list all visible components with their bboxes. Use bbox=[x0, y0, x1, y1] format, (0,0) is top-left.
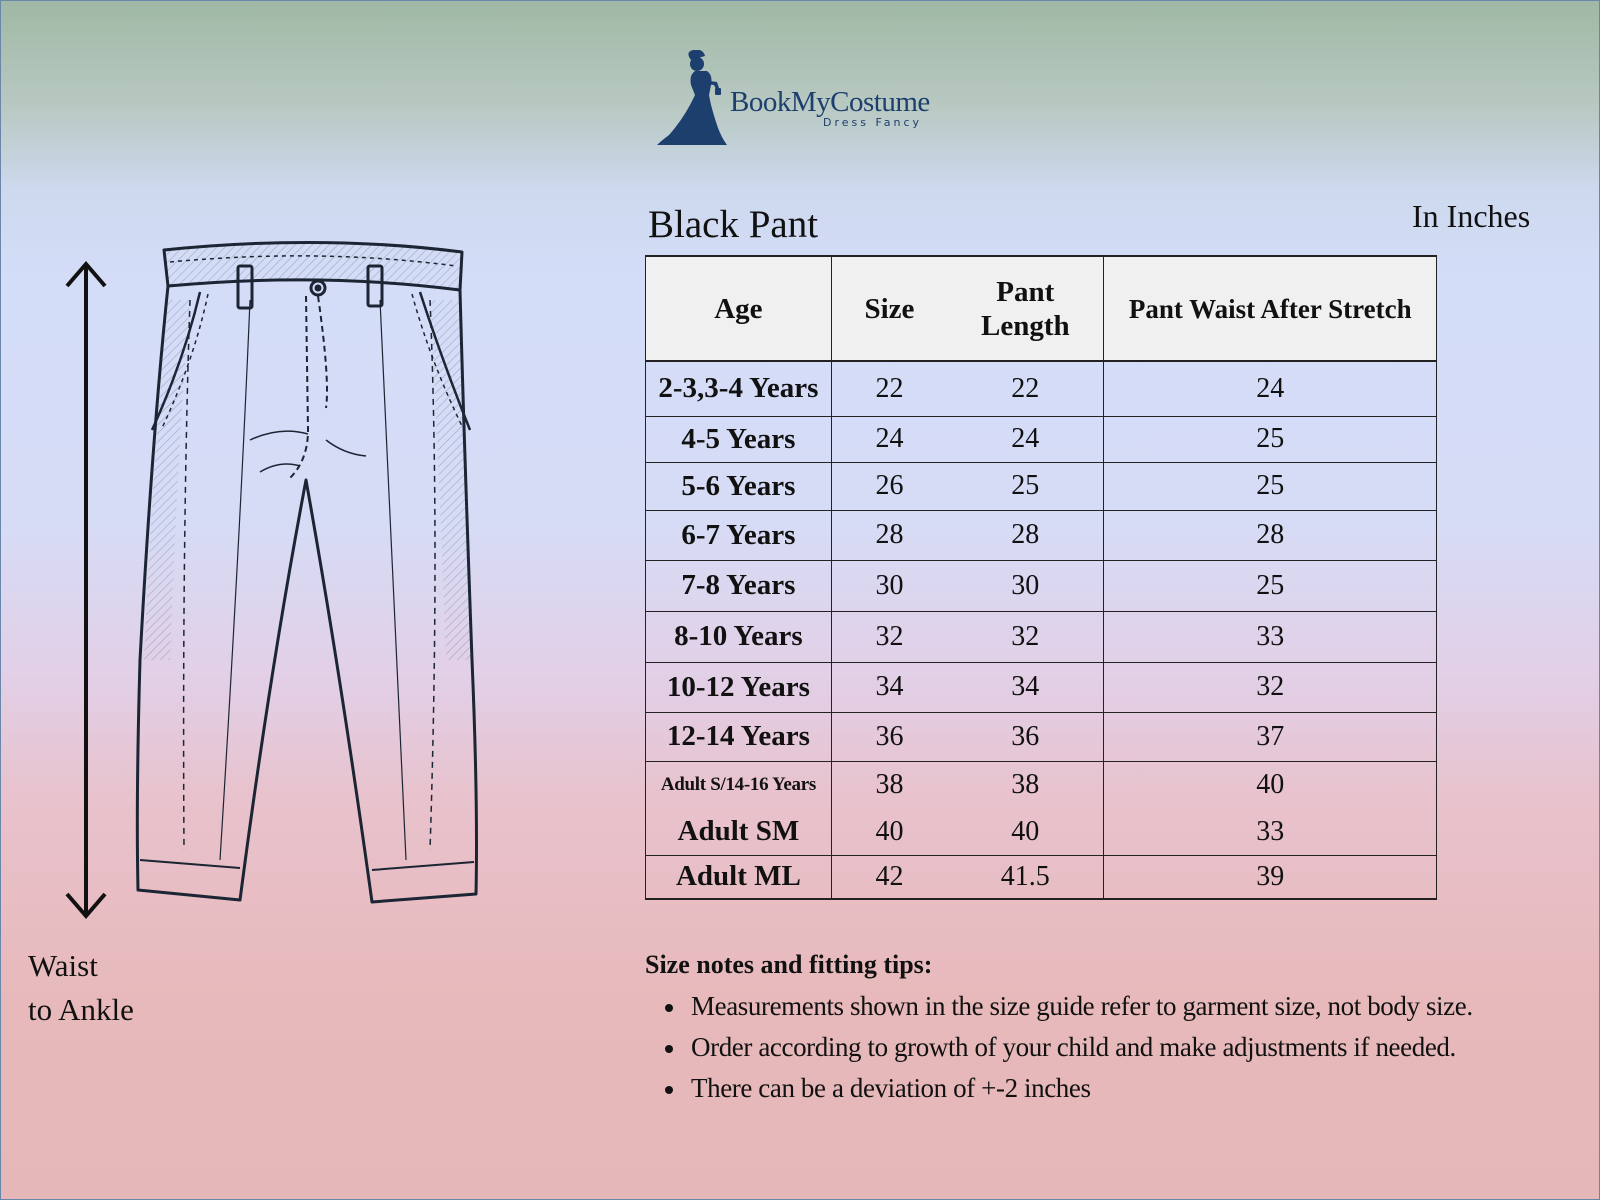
cell-age: 6-7 Years bbox=[646, 510, 832, 560]
size-chart-table bbox=[645, 255, 1437, 900]
cell-size: 24 bbox=[831, 416, 947, 462]
cell-size: 22 bbox=[831, 361, 947, 416]
table-row bbox=[646, 560, 1437, 611]
bullet-icon bbox=[665, 1004, 673, 1012]
table-row bbox=[646, 809, 1437, 855]
cell-age: 8-10 Years bbox=[646, 611, 832, 662]
cell-size: 32 bbox=[831, 611, 947, 662]
table-row bbox=[646, 761, 1437, 809]
cell-waist: 25 bbox=[1104, 560, 1437, 611]
header-age: Age bbox=[646, 256, 832, 361]
page-title: Black Pant bbox=[648, 203, 819, 246]
notes-list bbox=[665, 990, 1473, 1113]
note-text: There can be a deviation of +-2 inches bbox=[691, 1073, 1091, 1103]
measure-label-waist: Waist bbox=[28, 948, 98, 983]
cell-waist: 28 bbox=[1104, 510, 1437, 560]
note-text: Order according to growth of your child and make adjustments if needed. bbox=[691, 1032, 1456, 1062]
header-pant-length bbox=[947, 256, 1104, 361]
note-item bbox=[665, 1072, 1473, 1113]
header-length-line2: Length bbox=[980, 309, 1070, 342]
cell-size: 36 bbox=[831, 712, 947, 761]
table-row bbox=[646, 662, 1437, 712]
cell-waist: 25 bbox=[1104, 462, 1437, 510]
brand-logo bbox=[655, 50, 945, 150]
cell-age: Adult SM bbox=[646, 809, 832, 855]
table-row bbox=[646, 416, 1437, 462]
table-header-row bbox=[646, 256, 1437, 361]
cell-waist: 39 bbox=[1104, 855, 1437, 899]
cell-pant-length: 28 bbox=[947, 510, 1104, 560]
cell-age: 10-12 Years bbox=[646, 662, 832, 712]
cell-size: 26 bbox=[831, 462, 947, 510]
cell-age: Adult S/14-16 Years bbox=[646, 761, 832, 809]
note-item bbox=[665, 1031, 1473, 1072]
measure-label-ankle: to Ankle bbox=[28, 992, 134, 1027]
brand-name: BookMyCostume bbox=[730, 86, 930, 118]
cell-age: Adult ML bbox=[646, 855, 832, 899]
cell-pant-length: 22 bbox=[947, 361, 1104, 416]
cell-waist: 25 bbox=[1104, 416, 1437, 462]
cell-waist: 37 bbox=[1104, 712, 1437, 761]
table-row bbox=[646, 611, 1437, 662]
pants-drawing-icon bbox=[130, 240, 490, 940]
cell-size: 40 bbox=[831, 809, 947, 855]
cell-size: 30 bbox=[831, 560, 947, 611]
table-row bbox=[646, 712, 1437, 761]
measurement-arrow-icon bbox=[62, 258, 112, 923]
cell-age: 2-3,3-4 Years bbox=[646, 361, 832, 416]
header-length-line1: Pant bbox=[996, 275, 1055, 308]
cell-pant-length: 34 bbox=[947, 662, 1104, 712]
table-row bbox=[646, 361, 1437, 416]
cell-age: 5-6 Years bbox=[646, 462, 832, 510]
table-body bbox=[646, 361, 1437, 899]
cell-pant-length: 38 bbox=[947, 761, 1104, 809]
table-row bbox=[646, 855, 1437, 899]
table-row bbox=[646, 462, 1437, 510]
units-label: In Inches bbox=[1412, 198, 1531, 234]
bullet-icon bbox=[665, 1045, 673, 1053]
header-size: Size bbox=[831, 256, 947, 361]
brand-tagline: Dress Fancy bbox=[823, 116, 923, 129]
cell-age: 4-5 Years bbox=[646, 416, 832, 462]
cell-size: 42 bbox=[831, 855, 947, 899]
cell-waist: 33 bbox=[1104, 611, 1437, 662]
cell-waist: 40 bbox=[1104, 761, 1437, 809]
cell-waist: 24 bbox=[1104, 361, 1437, 416]
header-waist: Pant Waist After Stretch bbox=[1104, 256, 1437, 361]
cell-pant-length: 36 bbox=[947, 712, 1104, 761]
cell-pant-length: 25 bbox=[947, 462, 1104, 510]
cell-size: 28 bbox=[831, 510, 947, 560]
table-row bbox=[646, 510, 1437, 560]
note-text: Measurements shown in the size guide refer to garment size, not body size. bbox=[691, 991, 1473, 1021]
cell-pant-length: 32 bbox=[947, 611, 1104, 662]
cell-size: 38 bbox=[831, 761, 947, 809]
cell-age: 12-14 Years bbox=[646, 712, 832, 761]
cell-pant-length: 30 bbox=[947, 560, 1104, 611]
bullet-icon bbox=[665, 1086, 673, 1094]
note-item bbox=[665, 990, 1473, 1031]
cell-waist: 33 bbox=[1104, 809, 1437, 855]
cell-size: 34 bbox=[831, 662, 947, 712]
notes-title: Size notes and fitting tips: bbox=[645, 950, 933, 979]
cell-pant-length: 41.5 bbox=[947, 855, 1104, 899]
cell-pant-length: 40 bbox=[947, 809, 1104, 855]
cell-pant-length: 24 bbox=[947, 416, 1104, 462]
pants-illustration bbox=[130, 240, 490, 940]
cell-age: 7-8 Years bbox=[646, 560, 832, 611]
cell-waist: 32 bbox=[1104, 662, 1437, 712]
